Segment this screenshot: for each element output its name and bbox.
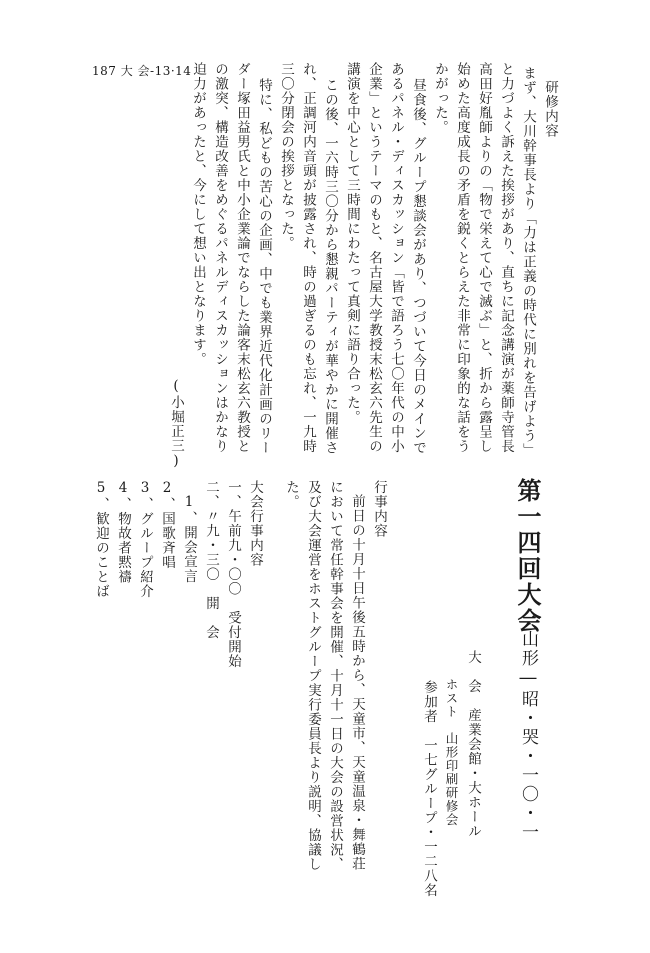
program-item: 二、〃九・三〇 開 会: [203, 480, 219, 640]
text-line: 高田好胤師よりの「物で栄えて心で滅ぶ」と、折から露呈し: [476, 62, 492, 454]
program-item: 一、午前九・〇〇 受付開始: [225, 480, 241, 669]
text-line: 講演を中心として三時間にわたって真剣に語り合った。: [344, 62, 360, 425]
text-line: 特に、私どもの苦心の企画、中でも業界近代化計画のリー: [256, 78, 272, 455]
text-line: の激突、構造改善をめぐるパネルディスカッションはかなり: [212, 62, 228, 454]
program-section: [90, 480, 266, 669]
events-section: [280, 480, 390, 872]
training-section: [187, 62, 561, 458]
conference-subtitle: 山形―昭・哭・一〇・一: [518, 630, 538, 842]
text-line: た。: [283, 480, 299, 509]
text-line: 前日の十月十日午後五時から、天童市、天童温泉・舞鶴荘: [349, 494, 365, 871]
participants: 参加者 一七グループ・一二八名: [421, 680, 437, 898]
text-line: 企業」というテーマのもと、名古屋大学教授末松玄六先生の: [366, 62, 382, 454]
signature: (小堀正三): [168, 378, 184, 470]
text-line: あるパネル・ディスカッション「皆で語ろう七〇年代の中小: [388, 62, 404, 454]
section-heading: 研修内容: [542, 80, 558, 138]
host: ホスト 山形印刷研修会: [444, 678, 459, 827]
running-head: 187 大 会-13·14: [92, 64, 192, 78]
text-line: 始めた高度成長の矛盾を鋭くとらえた非常に印象的な話をう: [454, 62, 470, 454]
program-subitem: 4、物故者黙禱: [115, 480, 131, 584]
conference-info: [418, 650, 484, 898]
text-line: 迫力があったと、今にして想い出となります。: [190, 62, 206, 367]
text-line: 及び大会運営をホストグループ実行委員長より説明、協議し: [305, 480, 321, 872]
conference-title: 第一四回大会: [513, 478, 541, 634]
text-line: において常任幹事会を開催、十月十一日の大会の設営状況、: [327, 480, 343, 872]
text-line: と力づよく訴えた挨拶があり、直ちに記念講演が薬師寺管長: [498, 62, 514, 454]
section-heading: 大会行事内容: [247, 480, 263, 567]
text-line: れ、正調河内音頭が披露され、時の過ぎるのも忘れ、一九時: [300, 62, 316, 454]
program-subitem: 1、開会宣言: [181, 494, 197, 584]
program-subitem: 3、グループ紹介: [137, 480, 153, 599]
text-line: 三〇分閉会の挨拶となった。: [278, 62, 294, 251]
text-line: ダー塚田益男氏と中小企業論でならした論客末松玄六教授と: [234, 62, 250, 454]
program-subitem: 5、歓迎のことば: [93, 480, 109, 599]
program-subitem: 2、国歌斉唱: [159, 480, 175, 570]
text-line: 昼食後、グループ懇談会があり、つづいて今日のメインで: [410, 78, 426, 455]
text-line: この後、一六時三〇分から懇親パーティが華やかに開催さ: [322, 78, 338, 455]
text-line: まず、大川幹事長より「力は正義の時代に別れを告げよう」: [520, 66, 536, 458]
text-line: かがった。: [432, 62, 448, 135]
section-heading: 行事内容: [371, 480, 387, 538]
venue: 大 会 産業会館・大ホール: [465, 650, 481, 839]
